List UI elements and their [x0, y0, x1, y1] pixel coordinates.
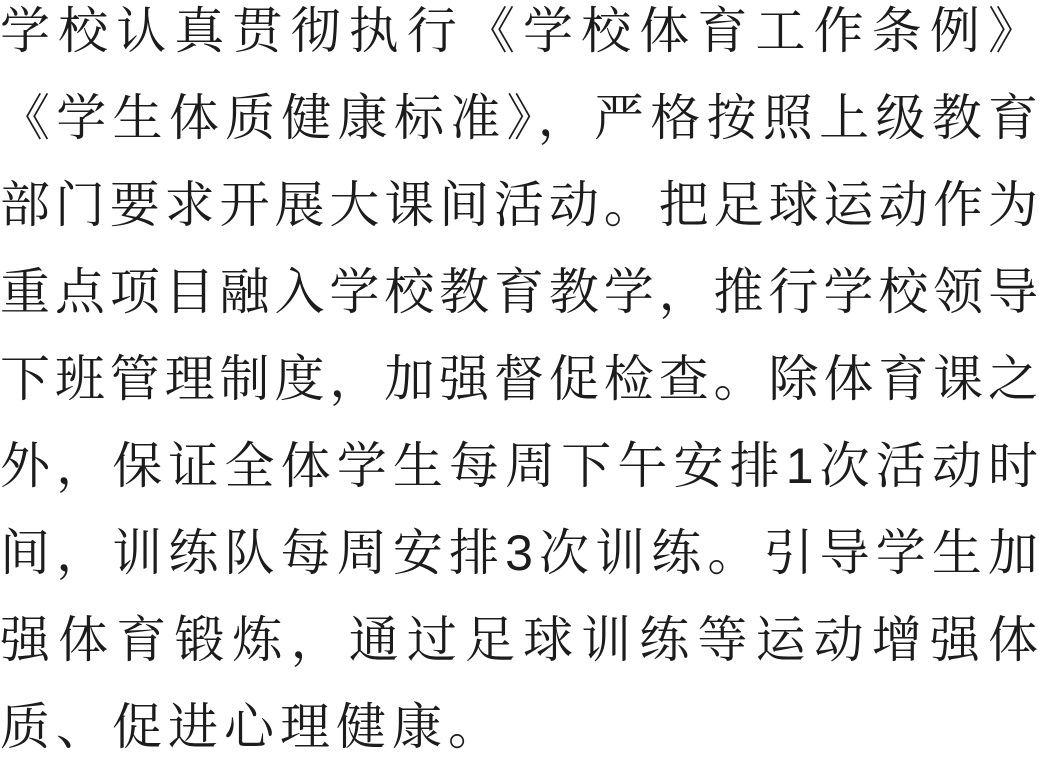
document-line: 部门要求开展大课间活动。把足球运动作为 [0, 177, 1039, 233]
document-line: 外，保证全体学生每周下午安排1次活动时 [0, 438, 1039, 494]
document-line: 《学生体质健康标准》，严格按照上级教育 [0, 90, 1039, 146]
document-line: 下班管理制度，加强督促检查。除体育课之 [0, 351, 1039, 407]
document-line: 学校认真贯彻执行《学校体育工作条例》 [0, 3, 1039, 59]
document-line: 质、促进心理健康。 [0, 699, 504, 755]
document-line: 强体育锻炼，通过足球训练等运动增强体 [0, 612, 1039, 668]
document-line: 重点项目融入学校教育教学，推行学校领导 [0, 264, 1039, 320]
document-line: 间，训练队每周安排3次训练。引导学生加 [0, 525, 1039, 581]
